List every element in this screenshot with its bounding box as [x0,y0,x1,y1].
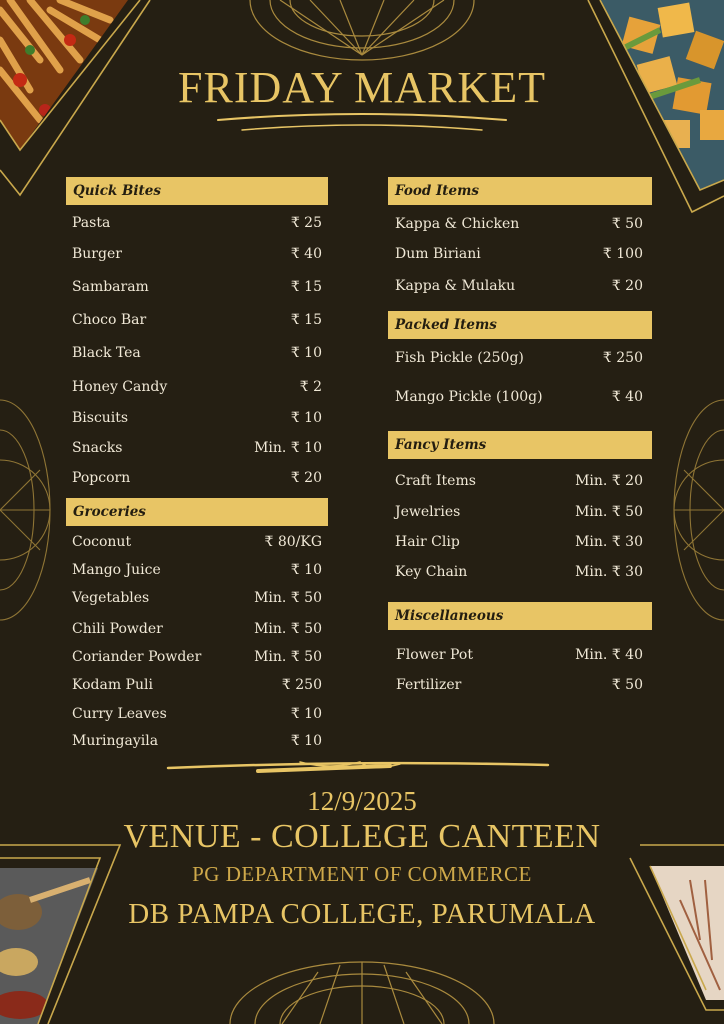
venue-line: VENUE - COLLEGE CANTEEN [123,818,601,855]
spices-photo [0,868,110,1024]
menu-item-price: Min. ₹ 50 [254,621,322,637]
section-header-fancy-items: Fancy Items [388,431,652,459]
gold-flourish-line [168,762,548,771]
section-header-packed-items: Packed Items [388,311,652,339]
menu-item-row [72,674,322,696]
menu-item-price: ₹ 100 [602,246,643,262]
menu-item-price: ₹ 20 [290,470,322,486]
menu-item-price: Min. ₹ 30 [575,534,643,550]
menu-item-name: Pasta [72,215,111,231]
menu-item-name: Snacks [72,440,123,456]
section-header-miscellaneous: Miscellaneous [388,602,652,630]
menu-item-price: ₹ 10 [290,733,322,749]
menu-item-row [72,559,322,581]
menu-item-row [395,561,643,583]
right-fan-ornament [674,400,724,620]
college-line: DB PAMPA COLLEGE, PARUMALA [128,898,596,930]
bottom-fan-ornament [230,962,494,1024]
menu-item-name: Fish Pickle (250g) [395,350,524,366]
menu-item-row [395,501,643,523]
menu-item-row [72,342,322,364]
menu-item-price: ₹ 10 [290,706,322,722]
menu-item-row [72,437,322,459]
section-header-food-items: Food Items [388,177,652,205]
menu-item-price: Min. ₹ 50 [575,504,643,520]
menu-item-row [395,243,643,265]
menu-item-name: Hair Clip [395,534,460,550]
menu-item-name: Mango Juice [72,562,161,578]
menu-item-row [396,674,643,696]
menu-item-name: Popcorn [72,470,131,486]
menu-item-name: Mango Pickle (100g) [395,389,543,405]
menu-item-row [395,275,643,297]
menu-item-name: Flower Pot [396,647,473,663]
menu-item-name: Biscuits [72,410,129,426]
menu-item-row [395,531,643,553]
menu-item-row [72,212,322,234]
menu-item-price: ₹ 20 [611,278,643,294]
menu-item-price: Min. ₹ 10 [254,440,322,456]
menu-item-price: ₹ 40 [290,246,322,262]
menu-item-price: ₹ 15 [290,312,322,328]
section-header-quick-bites: Quick Bites [66,177,328,205]
menu-item-price: ₹ 40 [611,389,643,405]
event-date: 12/9/2025 [307,786,417,816]
menu-item-price: ₹ 250 [602,350,643,366]
menu-item-row [72,276,322,298]
menu-item-name: Key Chain [395,564,468,580]
menu-item-row [395,386,643,408]
menu-item-name: Kodam Puli [72,677,153,693]
menu-item-price: ₹ 250 [281,677,322,693]
menu-item-price: ₹ 25 [290,215,322,231]
menu-item-price: ₹ 10 [290,562,322,578]
menu-item-row [72,703,322,725]
menu-item-name: Black Tea [72,345,141,361]
menu-item-row [72,407,322,429]
menu-item-row [72,376,322,398]
menu-item-row [395,213,643,235]
menu-item-name: Dum Biriani [395,246,481,262]
menu-item-price: Min. ₹ 50 [254,590,322,606]
menu-item-name: Curry Leaves [72,706,167,722]
menu-item-name: Craft Items [395,473,476,489]
menu-item-name: Fertilizer [396,677,462,693]
menu-item-name: Honey Candy [72,379,168,395]
menu-item-name: Burger [72,246,122,262]
menu-item-price: ₹ 50 [611,677,643,693]
menu-item-row [72,587,322,609]
menu-item-name: Sambaram [72,279,149,295]
menu-item-row [72,646,322,668]
menu-item-row [395,470,643,492]
menu-item-row [395,347,643,369]
left-fan-ornament [0,400,50,620]
menu-item-price: Min. ₹ 50 [254,649,322,665]
menu-item-price: ₹ 80/KG [264,534,322,550]
top-fan-ornament [250,0,474,60]
menu-item-name: Muringayila [72,733,159,749]
menu-item-name: Kappa & Chicken [395,216,520,232]
menu-item-price: ₹ 10 [290,410,322,426]
menu-item-name: Coriander Powder [72,649,202,665]
menu-item-name: Jewelries [395,504,461,520]
menu-item-row [72,243,322,265]
menu-item-price: Min. ₹ 20 [575,473,643,489]
page-title: FRIDAY MARKET [178,63,546,112]
menu-item-name: Kappa & Mulaku [395,278,516,294]
menu-item-row [72,730,322,752]
menu-item-name: Vegetables [72,590,150,606]
menu-item-price: ₹ 2 [299,379,322,395]
menu-item-name: Coconut [72,534,132,550]
menu-item-row [72,531,322,553]
menu-item-row [396,644,643,666]
section-header-groceries: Groceries [66,498,328,526]
menu-item-price: ₹ 50 [611,216,643,232]
menu-item-name: Chili Powder [72,621,163,637]
menu-item-row [72,309,322,331]
menu-item-row [72,467,322,489]
menu-item-price: ₹ 10 [290,345,322,361]
menu-item-row [72,618,322,640]
decor-photo [650,866,724,1006]
title-underline [218,114,506,130]
menu-item-price: Min. ₹ 40 [575,647,643,663]
menu-item-price: ₹ 15 [290,279,322,295]
menu-item-price: Min. ₹ 30 [575,564,643,580]
department-line: PG DEPARTMENT OF COMMERCE [192,862,532,886]
menu-item-name: Choco Bar [72,312,147,328]
